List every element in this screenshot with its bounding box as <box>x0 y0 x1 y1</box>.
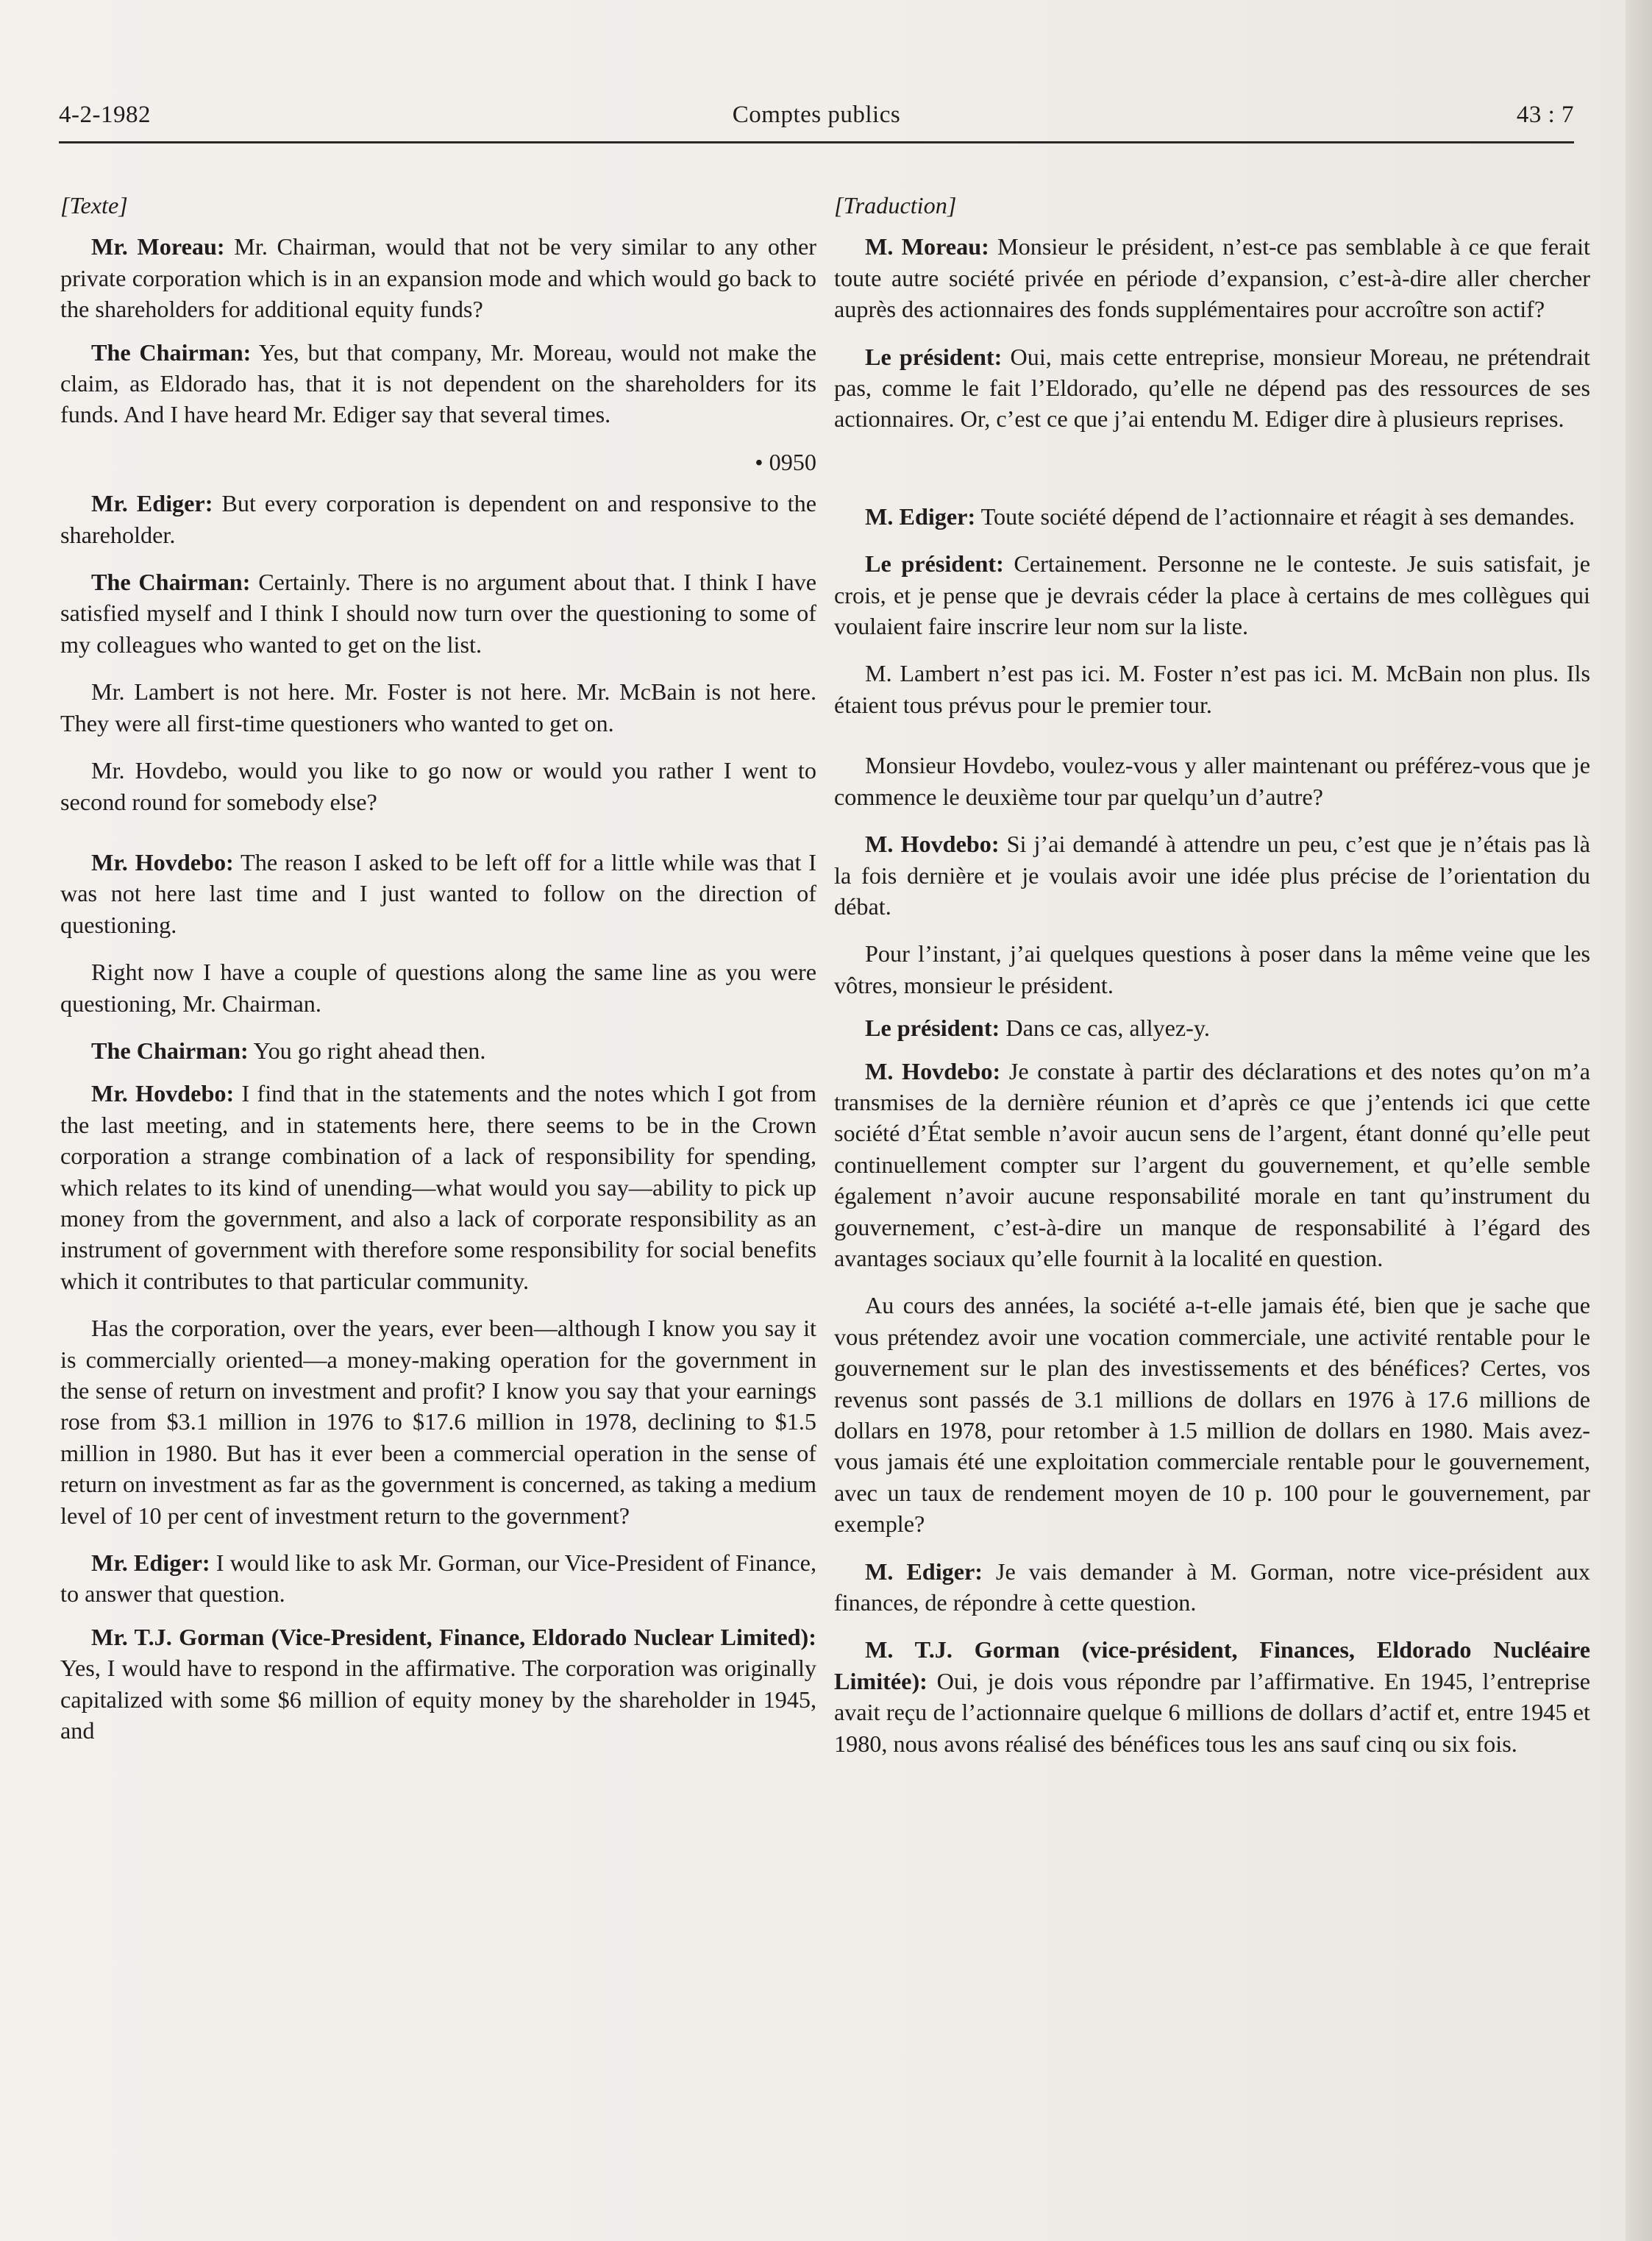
paragraph <box>834 501 1590 532</box>
speech: Mr. Chairman, would that not be very similar to any other private corporation which is in an expansion mode and which would go back to the shareholders for additional equity funds? <box>60 233 817 323</box>
speaker: Mr. Hovdebo: <box>91 1080 235 1107</box>
speech: Yes, I would have to respond in the affirmative. The corporation was originally capitalized with some $6 million of equity money by the shareholder in 1945, and <box>60 1655 816 1744</box>
paragraph: Pour l’instant, j’ai quelques questions à poser dans la même veine que les vôtres, monsieur le président. <box>834 940 1590 998</box>
paragraph: Monsieur Hovdebo, voulez-vous y aller maintenant ou préférez-vous que je commence le deuxième tour par quelqu’un d’autre? <box>834 752 1590 810</box>
paragraph <box>834 231 1590 324</box>
speaker: Mr. Hovdebo: <box>91 848 234 876</box>
english-column <box>60 190 816 1762</box>
paragraph <box>834 548 1590 642</box>
timestamp: • 0950 <box>755 448 816 475</box>
paragraph <box>60 488 816 550</box>
header-title: Comptes publics <box>732 102 901 128</box>
speech: You go right ahead then. <box>248 1037 486 1064</box>
speaker: Le président: <box>865 1015 1000 1042</box>
paragraph: Au cours des années, la société a-t-elle jamais été, bien que je sache que vous prétendez avoir une vocation commerciale, une activité rentable pour le gouvernement sur le plan des investissements et des bénéfices? Certes, vos revenus sont passés de 3.1 millions de dollars en 1976 à 17.6 millions de dollars en 1978, pour retomber à 1.5 million de dollars en 1980. Mais avez-vous jamais été une exploitation commerciale rentable pour le gouvernement, avec un taux de rendement moyen de 10 p. 100 pour le gouvernement, par exemple? <box>834 1292 1590 1538</box>
speech: Toute société dépend de l’actionnaire et réagit à ses demandes. <box>975 502 1576 530</box>
paragraph <box>60 1547 816 1610</box>
speaker: The Chairman: <box>91 569 251 596</box>
paragraph: Has the corporation, over the years, ever been—although I know you say it is commercially oriented—a money-making operation for the government in the sense of return on investment and profit? I know you say that your earnings rose from $3.1 million in 1976 to $17.6 million in 1978, declining to $1.5 million in 1980. But has it ever been a commercial operation in the sense of return on investment as far as the government is concerned, as taking a medium level of 10 per cent of investment return to the government? <box>60 1315 816 1529</box>
french-column <box>834 190 1590 1775</box>
speaker: Mr. Ediger: <box>91 490 213 517</box>
paragraph <box>60 1035 816 1066</box>
paragraph <box>60 1622 816 1747</box>
speaker: M. Hovdebo: <box>865 1057 1001 1084</box>
speech: Oui, je dois vous répondre par l’affirmative. En 1945, l’entreprise avait reçu de l’actionnaire quelque 6 millions de dollars d’actif et, entre 1945 et 1980, nous avons réalisé des bénéfices tous les ans sauf cinq ou six fois. <box>834 1667 1590 1757</box>
speech: Je vais demander à M. Gorman, notre vice-président aux finances, de répondre à cette question. <box>834 1558 1591 1616</box>
page-edge <box>1626 0 1652 2241</box>
speech: But every corporation is dependent on and responsive to the shareholder. <box>60 490 816 548</box>
speech: I would like to ask Mr. Gorman, our Vice-President of Finance, to answer that question. <box>60 1549 816 1608</box>
paragraph <box>834 1556 1590 1619</box>
paragraph: M. Lambert n’est pas ici. M. Foster n’est pas ici. M. McBain non plus. Ils étaient tous prévus pour le premier tour. <box>834 660 1590 718</box>
speech: Dans ce cas, allyez-y. <box>1000 1015 1210 1042</box>
paragraph <box>834 828 1590 922</box>
speech: Certainly. There is no argument about that. I think I have satisfied myself and I think I should now turn over the questioning to some of my colleagues who wanted to get on the list. <box>60 569 816 658</box>
section-marker: [Texte] <box>60 192 128 219</box>
paragraph <box>834 341 1590 435</box>
speaker: M. Ediger: <box>865 502 976 530</box>
paragraph <box>834 1056 1590 1274</box>
paragraph <box>60 567 816 660</box>
speech: Je constate à partir des déclarations et des notes qu’on m’a transmises de la dernière réunion et d’après ce que j’entends ici que cette société d’État semble n’avoir aucun sens de l’argent, étant donné qu’elle peut continuellement compter sur l’argent du gouvernement, et qu’elle semble également n’avoir aucune responsabilité morale en tant qu’instrument du gouvernement, c’est-à-dire un manque de responsabilité à l’égard des avantages sociaux qu’elle fournit à la localité en question. <box>834 1057 1590 1271</box>
paragraph: Mr. Hovdebo, would you like to go now or would you rather I went to second round for somebody else? <box>60 757 816 815</box>
speaker: The Chairman: <box>91 338 252 366</box>
speech: Certainement. Personne ne le conteste. Je suis satisfait, je crois, et je pense que je devrais céder la place à certains de mes collègues qui voulaient faire inscrire leur nom sur la liste. <box>834 550 1590 640</box>
section-marker: [Traduction] <box>834 192 957 219</box>
paragraph: Mr. Lambert is not here. Mr. Foster is not here. Mr. McBain is not here. They were all first-time questioners who wanted to get on. <box>60 678 816 736</box>
speaker: M. Ediger: <box>865 1558 983 1585</box>
page-header <box>59 102 1574 143</box>
speaker: The Chairman: <box>91 1037 249 1064</box>
speech: I find that in the statements and the notes which I got from the last meeting, and in statements here, there seems to be in the Crown corporation a strange combination of a lack of responsibility for spending, which relates to its kind of unending—what would you say—ability to pick up money from the government, and also a lack of corporate responsibility as an instrument of government with therefore some responsibility for social benefits which it contributes to that particular community. <box>60 1080 816 1294</box>
speaker: Le président: <box>865 550 1004 578</box>
paragraph <box>60 337 816 430</box>
speech: Yes, but that company, Mr. Moreau, would not make the claim, as Eldorado has, that it is not dependent on the shareholders for its funds. And I have heard Mr. Ediger say that several times. <box>60 338 816 428</box>
speaker: M. Hovdebo: <box>865 831 1000 858</box>
speech: Monsieur le président, n’est-ce pas semblable à ce que ferait toute autre société privée en période d’expansion, c’est-à-dire aller chercher auprès des actionnaires des fonds supplémentaires pour accroître son actif? <box>834 233 1590 323</box>
speech: The reason I asked to be left off for a little while was that I was not here last time and I just wanted to follow on the direction of questioning. <box>60 848 816 938</box>
paragraph <box>834 1634 1590 1759</box>
speaker: Mr. Ediger: <box>91 1549 210 1577</box>
speaker: Mr. Moreau: <box>91 233 225 260</box>
paragraph <box>60 847 816 940</box>
header-page-number: 43 : 7 <box>1516 102 1574 128</box>
speaker: M. Moreau: <box>865 233 989 260</box>
speaker: Mr. T.J. Gorman (Vice-President, Finance, Eldorado Nuclear Limited): <box>91 1623 816 1650</box>
speech: Si j’ai demandé à attendre un peu, c’est que je n’étais pas là la fois dernière et je voulais avoir une idée plus précise de l’orientation du débat. <box>834 831 1590 920</box>
paragraph <box>834 1012 1590 1043</box>
speech: Oui, mais cette entreprise, monsieur Moreau, ne prétendrait pas, comme le fait l’Eldorado, qu’elle ne dépend pas des ressources de ses actionnaires. Or, c’est ce que j’ai entendu M. Ediger dire à plusieurs reprises. <box>834 343 1591 433</box>
paragraph <box>60 231 816 324</box>
paragraph: Right now I have a couple of questions along the same line as you were questioning, Mr. Chairman. <box>60 959 816 1017</box>
speaker: M. T.J. Gorman (vice-président, Finances, Eldorado Nucléaire Limitée): <box>834 1636 1590 1694</box>
speaker: Le président: <box>865 343 1003 370</box>
paragraph <box>60 1078 816 1296</box>
header-date: 4-2-1982 <box>59 102 151 128</box>
